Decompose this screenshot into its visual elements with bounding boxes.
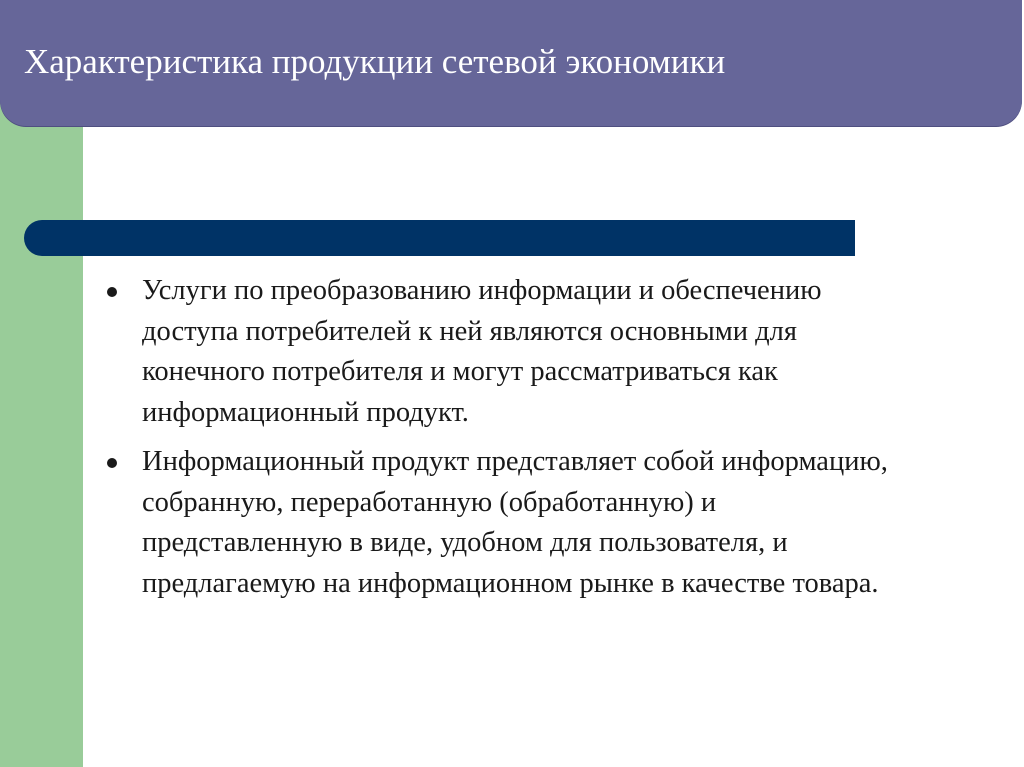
slide-title: Характеристика продукции сетевой экономики	[24, 42, 726, 81]
bullet-list	[100, 271, 920, 613]
side-decor-band	[0, 100, 83, 767]
bullet-text: Информационный продукт представляет собой информацию, собранную, переработанную (обработанную) и представленную в виде, удобном для пользователя, и предлагаемую на информационном рынке в качестве товара.	[142, 446, 888, 599]
bullet-text: Услуги по преобразованию информации и обеспечению доступа потребителей к ней являются основными для конечного потребителя и могут рассматриваться как информационный продукт.	[142, 275, 822, 428]
bullet-item	[100, 442, 920, 604]
bullet-item	[100, 271, 920, 433]
bullet-dot-icon	[107, 287, 117, 297]
title-bar	[0, 0, 1022, 126]
bullet-dot-icon	[107, 458, 117, 468]
divider-bar	[24, 220, 855, 256]
